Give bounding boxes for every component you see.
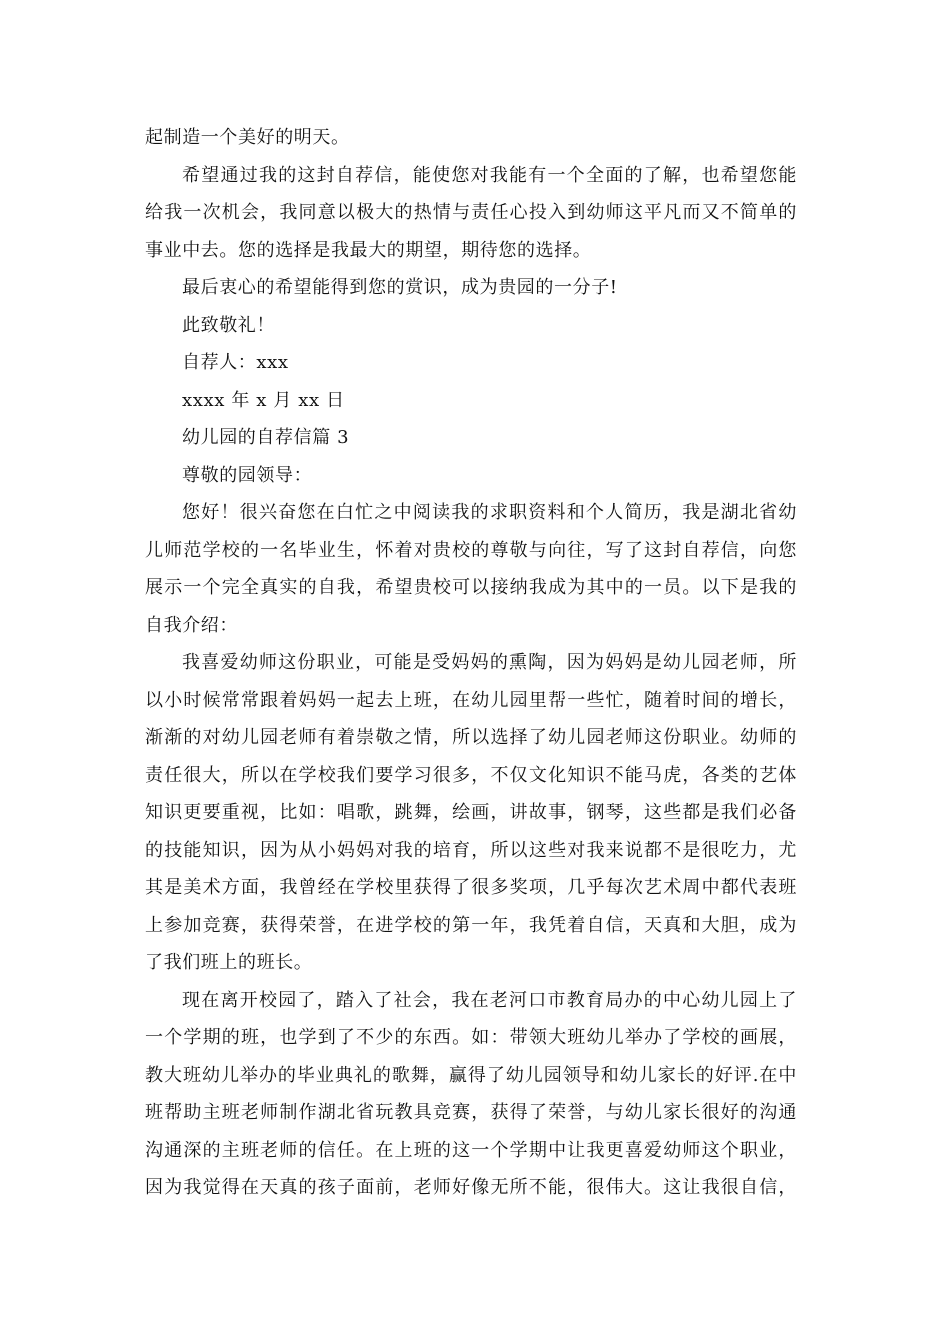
text-line: 沟通深的主班老师的信任。在上班的这一个学期中让我更喜爱幼师这个职业， <box>145 1139 797 1161</box>
text-line: 一个学期的班，也学到了不少的东西。如：带领大班幼儿举办了学校的画展， <box>145 1027 797 1048</box>
text-line: 起制造一个美好的明天。 <box>145 127 350 148</box>
text-line: 此致敬礼！ <box>182 314 275 336</box>
text-line: 给我一次机会，我同意以极大的热情与责任心投入到幼师这平凡而又不简单的 <box>145 202 797 223</box>
text-line: 上参加竞赛，获得荣誉，在进学校的第一年，我凭着自信，天真和大胆，成为 <box>145 914 797 936</box>
text-line: 事业中去。您的选择是我最大的期望，期待您的选择。 <box>145 239 592 261</box>
text-line: 因为我觉得在天真的孩子面前，老师好像无所不能，很伟大。这让我很自信， <box>145 1177 797 1198</box>
text-line: 幼儿园的自荐信篇 3 <box>182 427 350 448</box>
text-line: 渐渐的对幼儿园老师有着崇敬之情，所以选择了幼儿园老师这份职业。幼师的 <box>145 727 797 748</box>
text-line: 责任很大，所以在学校我们要学习很多，不仅文化知识不能马虎，各类的艺体 <box>145 764 797 786</box>
text-line: 知识更要重视，比如：唱歌，跳舞，绘画，讲故事，钢琴，这些都是我们必备 <box>145 802 797 823</box>
text-line: 自荐人：xxx <box>182 352 289 373</box>
text-line: 班帮助主班老师制作湖北省玩教具竞赛，获得了荣誉，与幼儿家长很好的沟通 <box>145 1102 797 1123</box>
text-line: 教大班幼儿举办的毕业典礼的歌舞，赢得了幼儿园领导和幼儿家长的好评.在中 <box>145 1064 797 1086</box>
text-line: 以小时候常常跟着妈妈一起去上班，在幼儿园里帮一些忙，随着时间的增长， <box>145 689 797 711</box>
text-line: 希望通过我的这封自荐信，能使您对我能有一个全面的了解，也希望您能 <box>182 164 797 186</box>
text-line: 展示一个完全真实的自我，希望贵校可以接纳我成为其中的一员。以下是我的 <box>145 577 797 598</box>
text-line: xxxx 年 x 月 xx 日 <box>182 389 345 411</box>
text-line: 其是美术方面，我曾经在学校里获得了很多奖项，几乎每次艺术周中都代表班 <box>145 877 797 898</box>
text-line: 您好！很兴奋您在白忙之中阅读我的求职资料和个人简历，我是湖北省幼 <box>182 502 797 523</box>
text-line: 儿师范学校的一名毕业生，怀着对贵校的尊敬与向往，写了这封自荐信，向您 <box>145 539 797 561</box>
document-body <box>145 119 797 1207</box>
text-line: 了我们班上的班长。 <box>145 952 313 973</box>
text-line: 的技能知识，因为从小妈妈对我的培育，所以这些对我来说都不是很吃力，尤 <box>145 839 797 861</box>
text-line: 自我介绍： <box>145 614 238 636</box>
text-line: 现在离开校园了，踏入了社会，我在老河口市教育局办的中心幼儿园上了 <box>182 989 797 1011</box>
text-line: 尊敬的园领导： <box>182 464 313 486</box>
text-line: 最后衷心的希望能得到您的赏识，成为贵园的一分子! <box>182 277 618 298</box>
text-line: 我喜爱幼师这份职业，可能是受妈妈的熏陶，因为妈妈是幼儿园老师，所 <box>182 652 797 673</box>
